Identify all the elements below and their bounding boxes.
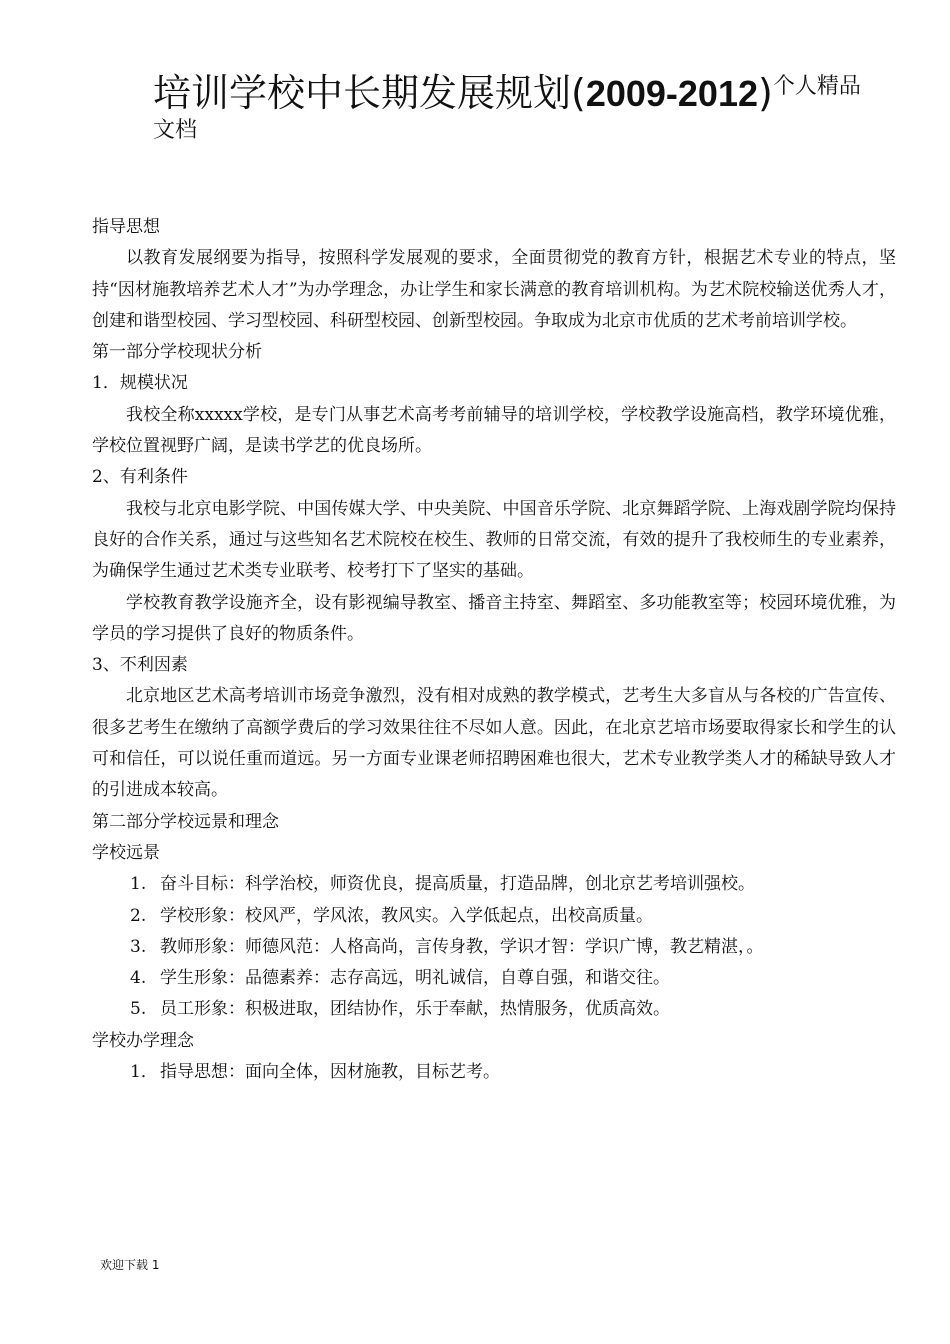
list-item	[92, 994, 896, 1025]
title-line-1	[153, 68, 913, 119]
page-footer: 欢迎下载 1	[100, 1258, 160, 1272]
list-item-text: 教师形象：师德风范：人格高尚，言传身教，学识才智：学识广博，教艺精湛，。	[160, 936, 764, 957]
document-body	[92, 212, 896, 1088]
guiding-paragraph: 以教育发展纲要为指导，按照科学发展观的要求，全面贯彻党的教育方针，根据艺术专业的特点，坚持“因材施教培养艺术人才”为办学理念，办让学生和家长满意的教育培训机构。为艺术院校输送优秀人才，创建和谐型校园、学习型校园、科研型校园、创新型校园。争取成为北京市优质的艺术考前培训学校。	[92, 248, 896, 331]
title-line-2: 文档	[153, 118, 198, 143]
list-item-number: 3.	[130, 936, 147, 957]
philosophy-heading: 学校办学理念	[92, 1030, 194, 1051]
list-item-text: 学校形象：校风严，学风浓，教风实。入学低起点，出校高质量。	[160, 905, 653, 926]
list-item-number: 5.	[130, 999, 147, 1020]
disadvantage-heading: 3、不利因素	[92, 655, 188, 676]
list-item-number: 1.	[130, 874, 147, 895]
scale-paragraph: 我校全称xxxxx学校，是专门从事艺术高考考前辅导的培训学校，学校教学设施高档，教学环境优雅，学校位置视野广阔，是读书学艺的优良场所。	[92, 404, 896, 457]
title-years: 2009-2012	[585, 73, 758, 114]
list-item-number: 1．	[130, 1062, 158, 1083]
vision-heading: 学校远景	[92, 842, 160, 863]
scale-heading: 1．规模状况	[92, 373, 188, 394]
advantage-paragraph-2: 学校教育教学设施齐全，设有影视编导教室、播音主持室、舞蹈室、多功能教室等；校园环境优雅，为学员的学习提供了良好的物质条件。	[92, 592, 896, 644]
list-item	[92, 901, 896, 932]
list-item-text: 奋斗目标：科学治校，师资优良，提高质量，打造品牌，创北京艺考培训强校。	[160, 874, 755, 895]
list-item-text: 员工形象：积极进取，团结协作，乐于奉献，热情服务，优质高效。	[160, 999, 670, 1020]
list-item-text: 学生形象：品德素养：志存高远，明礼诚信，自尊自强，和谐交往。	[160, 968, 670, 989]
title-tag: 个人精品	[772, 74, 861, 99]
list-item-number: 2.	[130, 905, 147, 926]
document-title	[153, 68, 913, 145]
guiding-heading: 指导思想	[92, 217, 160, 237]
part2-heading: 第二部分学校远景和理念	[92, 811, 279, 832]
advantage-heading: 2、有利条件	[92, 467, 188, 488]
advantage-paragraph-1: 我校与北京电影学院、中国传媒大学、中央美院、中国音乐学院、北京舞蹈学院、上海戏剧学院均保持良好的合作关系，通过与这些知名艺术院校在校生、教师的日常交流，有效的提升了我校师生的专业素养，为确保学生通过艺术类专业联考、校考打下了坚实的基础。	[92, 498, 896, 582]
list-item	[92, 869, 896, 900]
list-item	[92, 1057, 896, 1088]
list-item-text: 指导思想：面向全体，因材施教，目标艺考。	[160, 1062, 500, 1083]
disadvantage-paragraph: 北京地区艺术高考培训市场竞争激烈，没有相对成熟的教学模式，艺考生大多盲从与各校的广告宣传、很多艺考生在缴纳了高额学费后的学习效果往往不尽如人意。因此，在北京艺培市场要取得家长和学生的认可和信任，可以说任重而道远。另一方面专业课老师招聘困难也很大，艺术专业教学类人才的稀缺导致人才的引进成本较高。	[92, 686, 896, 801]
part1-heading: 第一部分学校现状分析	[92, 342, 262, 363]
title-prefix: 培训学校中长期发展规划(	[153, 71, 586, 115]
title-suffix: )	[758, 71, 773, 115]
list-item	[92, 963, 896, 994]
list-item	[92, 932, 896, 963]
list-item-number: 4.	[130, 968, 147, 989]
